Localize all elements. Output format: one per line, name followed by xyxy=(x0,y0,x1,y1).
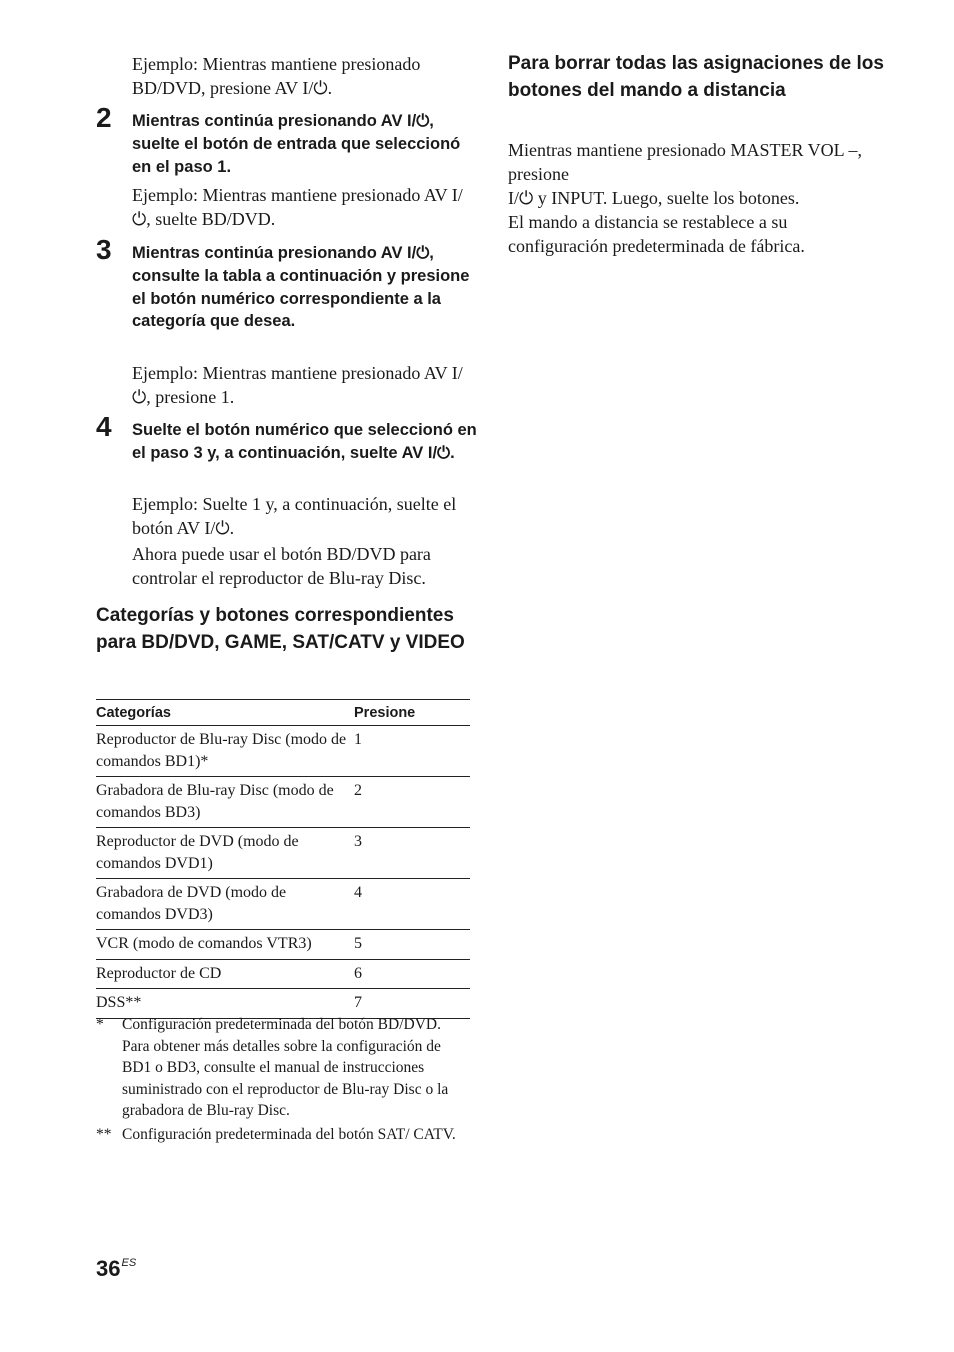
page-language-suffix: ES xyxy=(121,1257,137,1269)
category-cell: Reproductor de CD xyxy=(96,959,354,989)
category-cell: Grabadora de DVD (modo de comandos DVD3) xyxy=(96,879,354,930)
step-2-example: Ejemplo: Mientras mantiene presionado AV I/⏻, suelte BD/DVD. xyxy=(132,185,463,229)
category-cell: DSS** xyxy=(96,989,354,1019)
step-4-example: Ejemplo: Suelte 1 y, a continuación, suelte el botón AV I/⏻. xyxy=(132,494,457,538)
press-cell: 5 xyxy=(354,930,470,960)
press-cell: 6 xyxy=(354,959,470,989)
step-number-2: 2 xyxy=(96,102,112,133)
table-row xyxy=(96,959,470,989)
table-row xyxy=(96,879,470,930)
table-header-row xyxy=(96,700,470,726)
table-row xyxy=(96,930,470,960)
press-cell: 1 xyxy=(354,726,470,777)
column-header-press: Presione xyxy=(354,700,470,726)
footnote-mark: ** xyxy=(96,1126,112,1143)
page-number-value: 36 xyxy=(96,1256,121,1281)
footnote-mark: * xyxy=(96,1016,104,1033)
step-number-4: 4 xyxy=(96,411,112,442)
reset-paragraph-3: El mando a distancia se restablece a su configuración predeterminada de fábrica. xyxy=(508,212,805,256)
press-cell: 3 xyxy=(354,828,470,879)
categories-table xyxy=(96,699,470,1019)
step-3-instruction: Mientras continúa presionando AV I/⏻, consulte la tabla a continuación y presione el botón numérico correspondiente a la categoría que desea. xyxy=(132,244,470,331)
reset-paragraph-2: I/⏻ y INPUT. Luego, suelte los botones. xyxy=(508,188,800,208)
table-row xyxy=(96,777,470,828)
page-number xyxy=(96,1256,136,1282)
footnote-text: Configuración predeterminada del botón SAT/ CATV. xyxy=(122,1126,456,1143)
table-row xyxy=(96,726,470,777)
category-cell: VCR (modo de comandos VTR3) xyxy=(96,930,354,960)
step-2-instruction: Mientras continúa presionando AV I/⏻, suelte el botón de entrada que seleccionó en el paso 1. xyxy=(132,112,461,176)
footnote-text: Configuración predeterminada del botón BD/DVD. Para obtener más detalles sobre la configuración de BD1 o BD3, consulte el manual de instrucciones suministrado con el reproductor de Blu-ray Disc o la grabadora de Blu-ray Disc. xyxy=(122,1016,449,1119)
footnote-1 xyxy=(96,1014,472,1124)
category-cell: Reproductor de Blu-ray Disc (modo de comandos BD1)* xyxy=(96,726,354,777)
press-cell: 2 xyxy=(354,777,470,828)
categories-heading: Categorías y botones correspondientes para BD/DVD, GAME, SAT/CATV y VIDEO xyxy=(96,605,465,653)
reset-heading: Para borrar todas las asignaciones de los botones del mando a distancia xyxy=(508,53,884,101)
step-4-note: Ahora puede usar el botón BD/DVD para controlar el reproductor de Blu-ray Disc. xyxy=(132,544,431,588)
table-row xyxy=(96,828,470,879)
category-cell: Reproductor de DVD (modo de comandos DVD1) xyxy=(96,828,354,879)
press-cell: 7 xyxy=(354,989,470,1019)
column-header-categories: Categorías xyxy=(96,700,354,726)
step-3-example: Ejemplo: Mientras mantiene presionado AV I/⏻, presione 1. xyxy=(132,363,463,407)
reset-paragraph-1: Mientras mantiene presionado MASTER VOL –, presione xyxy=(508,140,862,184)
footnote-2 xyxy=(96,1124,472,1170)
intro-example: Ejemplo: Mientras mantiene presionado BD/DVD, presione AV I/⏻. xyxy=(132,54,421,98)
press-cell: 4 xyxy=(354,879,470,930)
step-number-3: 3 xyxy=(96,234,112,265)
category-cell: Grabadora de Blu-ray Disc (modo de comandos BD3) xyxy=(96,777,354,828)
step-4-instruction: Suelte el botón numérico que seleccionó en el paso 3 y, a continuación, suelte AV I/⏻. xyxy=(132,421,477,462)
